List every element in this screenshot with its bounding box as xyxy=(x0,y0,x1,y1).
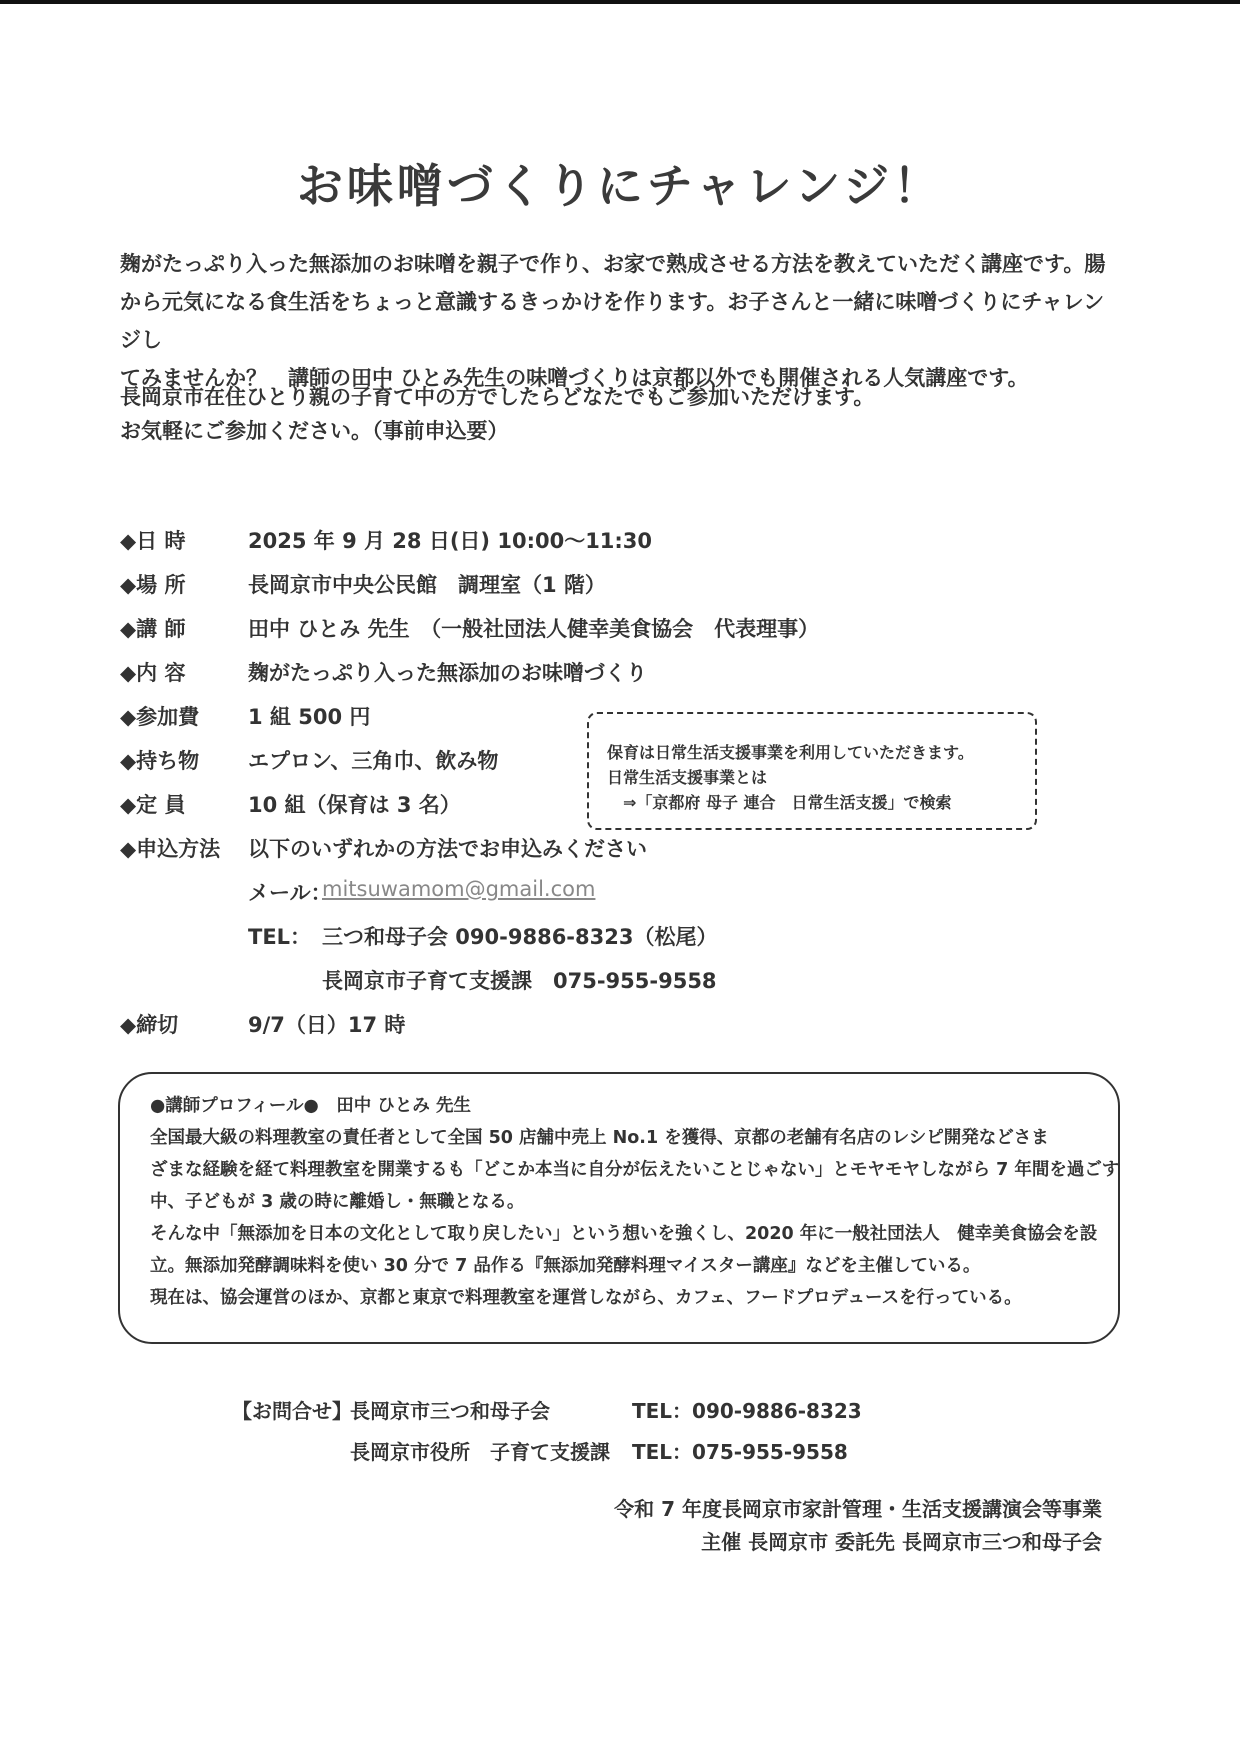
note-line: ⇒「京都府 母子 連合 日常生活支援」で検索 xyxy=(607,793,952,812)
eligibility-paragraph xyxy=(120,380,1110,448)
profile-line: 現在は、協会運営のほか、京都と東京で料理教室を運営しながら、カフェ、フードプロデュースを行っている。 xyxy=(150,1288,1022,1308)
apply-tel-2: 長岡京市子育て支援課 075-955-9558 xyxy=(322,969,717,993)
page-title: お味噌づくりにチャレンジ！ xyxy=(296,159,944,213)
intro-line: 麹がたっぷり入った無添加のお味噌を親子で作り、お家で熟成させる方法を教えていただく講座です。腸 xyxy=(120,252,1106,276)
apply-email-link[interactable]: mitsuwamom@gmail.com xyxy=(322,877,596,901)
intro-line: から元気になる食生活をちょっと意識するきっかけを作ります。お子さんと一緒に味噌づくりにチャレンジし xyxy=(120,290,1105,352)
detail-label: ◆持ち物 xyxy=(120,749,200,773)
contact-org-2: 長岡京市役所 子育て支援課 xyxy=(350,1440,610,1464)
detail-value: 1 組 500 円 xyxy=(248,705,371,729)
detail-label: ◆申込方法 xyxy=(120,837,221,861)
apply-tel-label: TEL： xyxy=(248,925,312,949)
apply-mail-label: メール： xyxy=(248,881,332,905)
detail-value: 10 組（保育は 3 名） xyxy=(248,793,461,817)
top-border xyxy=(0,0,1240,4)
profile-line: ざまな経験を経て料理教室を開業するも「どこか本当に自分が伝えたいことじゃない」とモヤモヤしながら 7 年間を過ごす xyxy=(150,1160,1120,1180)
profile-line: 立。無添加発酵調味料を使い 30 分で 7 品作る『無添加発酵料理マイスター講座』などを主催している。 xyxy=(150,1256,981,1276)
profile-line: 中、子どもが 3 歳の時に離婚し・無職となる。 xyxy=(150,1192,525,1212)
detail-label: ◆締切 xyxy=(120,1013,179,1037)
detail-label: ◆場 所 xyxy=(120,573,186,597)
detail-label: ◆定 員 xyxy=(120,793,186,817)
detail-value: 9/7（日）17 時 xyxy=(248,1013,406,1037)
detail-value: 以下のいずれかの方法でお申込みください xyxy=(248,837,647,861)
detail-value: 長岡京市中央公民館 調理室（1 階） xyxy=(248,573,606,597)
contact-tel-2: TEL：075-955-9558 xyxy=(632,1440,848,1464)
profile-line: そんな中「無添加を日本の文化として取り戻したい」という想いを強くし、2020 年に一般社団法人 健幸美食協会を設 xyxy=(150,1224,1098,1244)
contact-label: 【お問合せ】 xyxy=(232,1399,352,1423)
detail-label: ◆参加費 xyxy=(120,705,200,729)
contact-org-1: 長岡京市三つ和母子会 xyxy=(350,1399,550,1423)
instructor-profile-box xyxy=(118,1072,1120,1344)
intro-line: てみませんか？ 講師の田中 ひとみ先生の味噌づくりは京都以外でも開催される人気講座です。 xyxy=(120,366,1029,390)
note-line: 保育は日常生活支援事業を利用していただきます。 xyxy=(607,743,974,762)
detail-value: 2025 年 9 月 28 日(日) 10:00～11:30 xyxy=(248,529,653,553)
footer-project: 令和 7 年度長岡京市家計管理・生活支援講演会等事業 xyxy=(614,1497,1102,1521)
childcare-note-box xyxy=(587,712,1037,830)
detail-value: エプロン、三角巾、飲み物 xyxy=(248,749,499,773)
eligibility-line: 長岡京市在住ひとり親の子育て中の方でしたらどなたでもご参加いただけます。 xyxy=(120,385,875,409)
detail-label: ◆日 時 xyxy=(120,529,186,553)
contact-tel-1: TEL：090-9886-8323 xyxy=(632,1399,862,1423)
detail-label: ◆講 師 xyxy=(120,617,186,641)
detail-value: 麹がたっぷり入った無添加のお味噌づくり xyxy=(248,661,647,685)
eligibility-line: お気軽にご参加ください。（事前申込要） xyxy=(120,419,509,443)
note-line: 日常生活支援事業とは xyxy=(607,768,768,787)
detail-value: 田中 ひとみ 先生 （一般社団法人健幸美食協会 代表理事） xyxy=(248,617,820,641)
detail-label: ◆内 容 xyxy=(120,661,186,685)
profile-heading: ●講師プロフィール● 田中 ひとみ 先生 xyxy=(150,1096,471,1116)
profile-line: 全国最大級の料理教室の責任者として全国 50 店舗中売上 No.1 を獲得、京都の老舗有名店のレシピ開発などさま xyxy=(150,1128,1049,1148)
footer-organizer: 主催 長岡京市 委託先 長岡京市三つ和母子会 xyxy=(701,1530,1102,1554)
apply-tel-1: 三つ和母子会 090-9886-8323（松尾） xyxy=(322,925,718,949)
intro-paragraph xyxy=(120,245,1110,397)
